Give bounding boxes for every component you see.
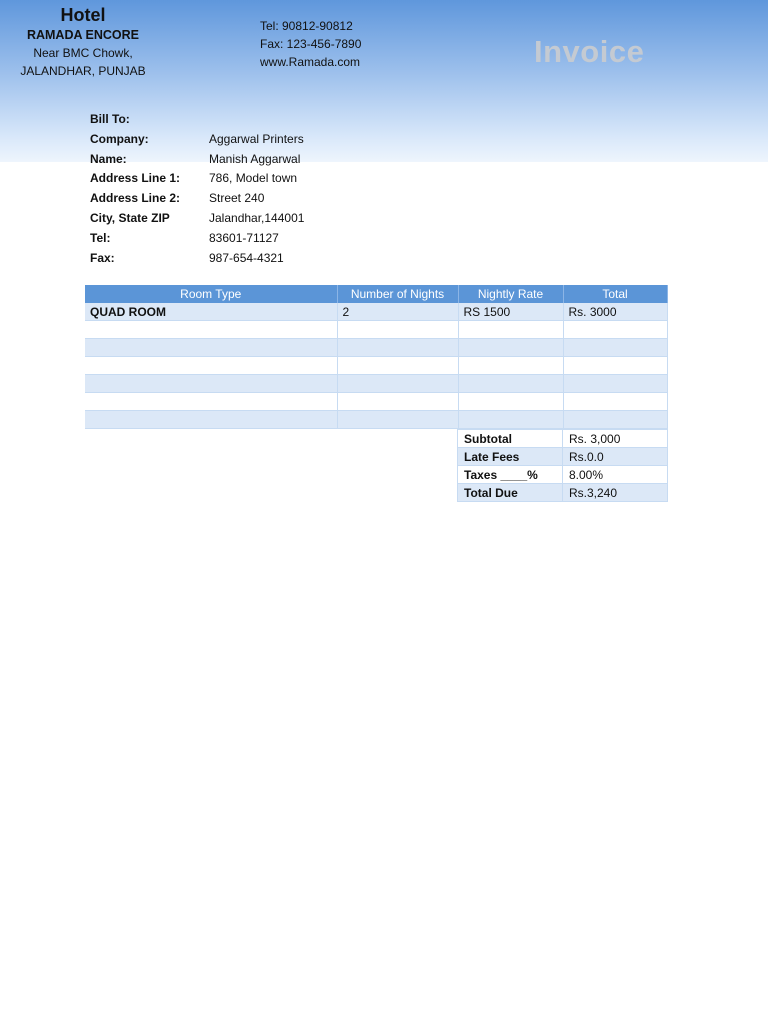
bill-to-label: Name: xyxy=(90,151,127,166)
cell-rate: RS 1500 xyxy=(458,303,563,321)
taxes-label: Taxes ____% xyxy=(458,466,563,484)
cell-nights: 2 xyxy=(337,303,458,321)
cell-total xyxy=(563,357,667,375)
cell-room-type: QUAD ROOM xyxy=(85,303,337,321)
invoice-title: Invoice xyxy=(534,34,645,69)
column-header-room-type: Room Type xyxy=(85,285,337,303)
totals-row-total-due xyxy=(458,484,668,502)
items-header-row xyxy=(85,285,667,303)
subtotal-value: Rs. 3,000 xyxy=(563,430,668,448)
cell-total xyxy=(563,375,667,393)
bill-to-heading: Bill To: xyxy=(90,112,130,126)
bill-to-value: 786, Model town xyxy=(209,171,298,186)
table-row xyxy=(85,321,667,339)
bill-to-value: Jalandhar,144001 xyxy=(209,210,305,225)
cell-nights xyxy=(337,411,458,429)
bill-to-label: Address Line 2: xyxy=(90,191,181,206)
bill-to-label: Address Line 1: xyxy=(90,171,181,186)
late-fees-value: Rs.0.0 xyxy=(563,448,668,466)
column-header-nights: Number of Nights xyxy=(337,285,458,303)
hotel-address-line1: Near BMC Chowk, xyxy=(33,46,133,60)
hotel-name: RAMADA ENCORE xyxy=(26,28,140,42)
cell-total xyxy=(563,339,667,357)
cell-total xyxy=(563,411,667,429)
table-row xyxy=(85,303,667,321)
cell-rate xyxy=(458,357,563,375)
bill-to-row xyxy=(90,150,304,170)
cell-nights xyxy=(337,393,458,411)
taxes-value: 8.00% xyxy=(563,466,668,484)
cell-nights xyxy=(337,357,458,375)
cell-nights xyxy=(337,375,458,393)
bill-to-row xyxy=(90,229,304,249)
table-row xyxy=(85,357,667,375)
totals-row-taxes xyxy=(458,466,668,484)
bill-to-row xyxy=(90,249,304,269)
cell-total: Rs. 3000 xyxy=(563,303,667,321)
cell-rate xyxy=(458,339,563,357)
cell-rate xyxy=(458,411,563,429)
cell-nights xyxy=(337,339,458,357)
bill-to-row xyxy=(90,209,304,229)
cell-rate xyxy=(458,393,563,411)
bill-to-section xyxy=(90,110,304,268)
hotel-address-line2: JALANDHAR, PUNJAB xyxy=(20,64,146,78)
cell-room-type xyxy=(85,339,337,357)
column-header-total: Total xyxy=(563,285,667,303)
late-fees-label: Late Fees xyxy=(458,448,563,466)
cell-room-type xyxy=(85,393,337,411)
bill-to-label: Tel: xyxy=(90,230,111,245)
hotel-website: www.Ramada.com xyxy=(260,55,361,69)
bill-to-value: Street 240 xyxy=(209,191,265,206)
contact-info xyxy=(260,17,361,71)
table-row xyxy=(85,411,667,429)
cell-room-type xyxy=(85,375,337,393)
table-row xyxy=(85,339,667,357)
bill-to-value: 987-654-4321 xyxy=(209,250,284,265)
bill-to-row xyxy=(90,130,304,150)
table-row xyxy=(85,393,667,411)
cell-room-type xyxy=(85,411,337,429)
cell-room-type xyxy=(85,357,337,375)
cell-nights xyxy=(337,321,458,339)
totals-row-late-fees xyxy=(458,448,668,466)
cell-room-type xyxy=(85,321,337,339)
total-due-value: Rs.3,240 xyxy=(563,484,668,502)
hotel-title: Hotel xyxy=(60,5,106,25)
bill-to-row xyxy=(90,169,304,189)
cell-rate xyxy=(458,321,563,339)
cell-total xyxy=(563,321,667,339)
bill-to-value: 83601-71127 xyxy=(209,230,279,245)
items-table xyxy=(85,285,668,429)
bill-to-value: Aggarwal Printers xyxy=(209,131,304,146)
bill-to-label: City, State ZIP xyxy=(90,210,170,225)
bill-to-label: Company: xyxy=(90,131,149,146)
hotel-info xyxy=(0,4,166,80)
column-header-rate: Nightly Rate xyxy=(458,285,563,303)
subtotal-label: Subtotal xyxy=(458,430,563,448)
table-row xyxy=(85,375,667,393)
bill-to-value: Manish Aggarwal xyxy=(209,151,301,166)
totals-row-subtotal xyxy=(458,430,668,448)
hotel-fax: Fax: 123-456-7890 xyxy=(260,37,362,51)
bill-to-label: Fax: xyxy=(90,250,115,265)
bill-to-row xyxy=(90,189,304,209)
total-due-label: Total Due xyxy=(458,484,563,502)
hotel-tel: Tel: 90812-90812 xyxy=(260,19,353,33)
cell-rate xyxy=(458,375,563,393)
cell-total xyxy=(563,393,667,411)
totals-table xyxy=(457,429,668,502)
